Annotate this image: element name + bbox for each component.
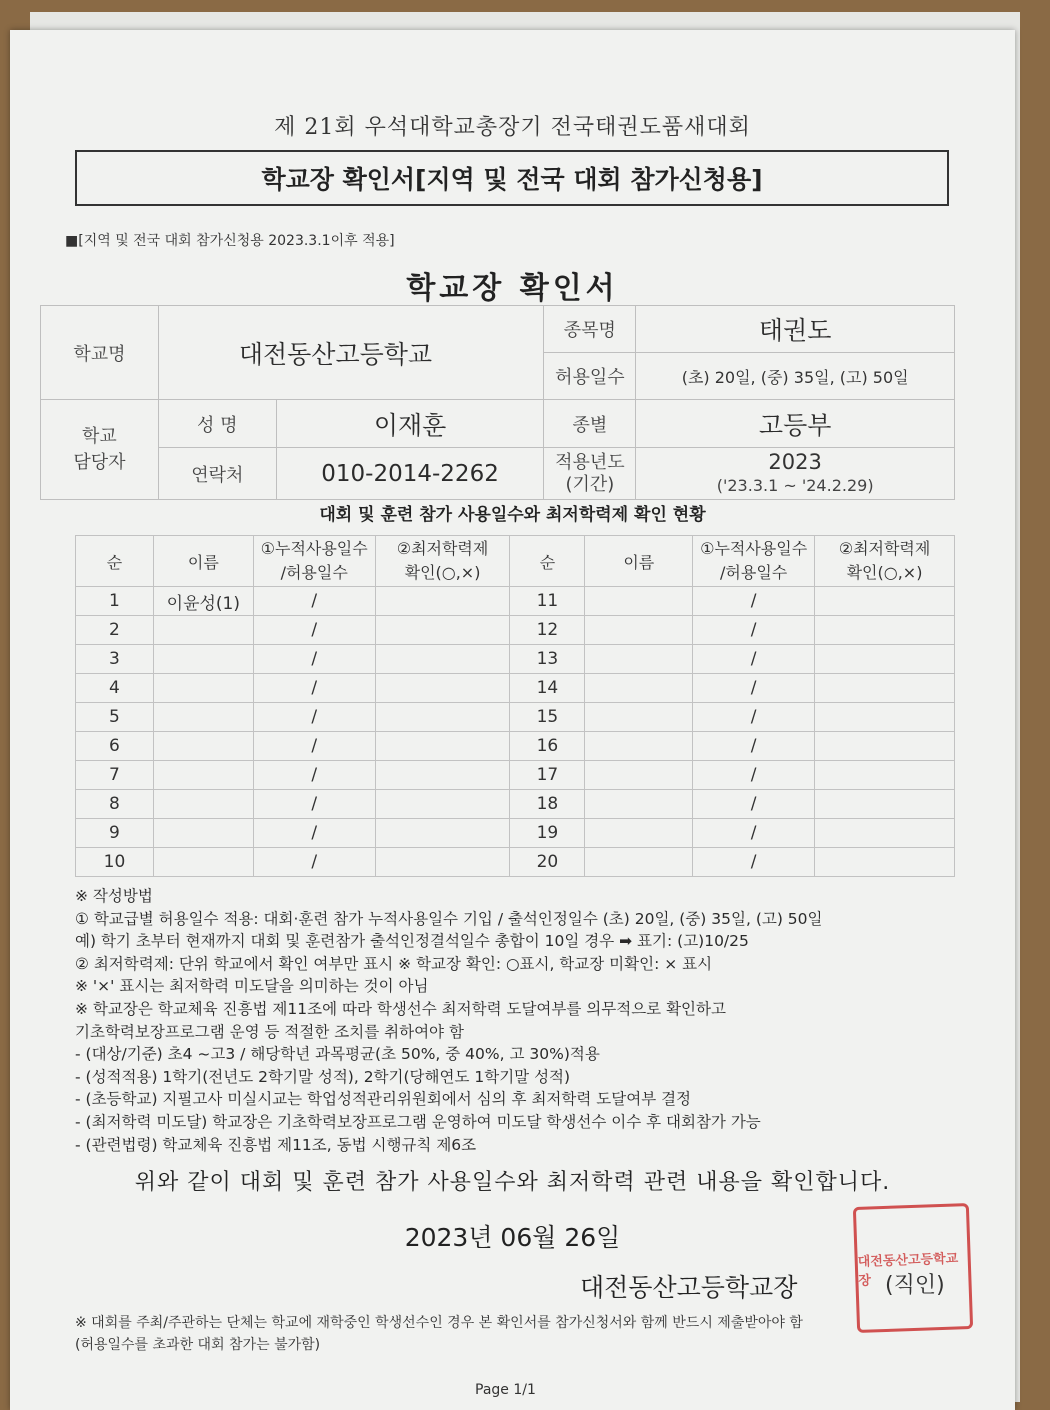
table-row xyxy=(76,790,955,819)
form-title-box xyxy=(75,150,949,206)
row-confirm-left xyxy=(375,819,510,848)
row-confirm-right xyxy=(815,616,955,645)
row-confirm-left xyxy=(375,703,510,732)
row-name-right xyxy=(585,732,693,761)
table-row xyxy=(76,848,955,877)
row-confirm-right xyxy=(815,848,955,877)
row-days-right: / xyxy=(693,587,815,616)
table-row xyxy=(76,703,955,732)
method-line: ② 최저학력제: 단위 학교에서 확인 여부만 표시 ※ 학교장 확인: ○표시, 학교장 미확인: × 표시 xyxy=(75,954,713,973)
row-no-left: 5 xyxy=(76,703,154,732)
document-page xyxy=(10,30,1015,1410)
row-days-left: / xyxy=(253,645,375,674)
row-no-right: 13 xyxy=(510,645,585,674)
main-title: 학교장 확인서 xyxy=(406,271,619,306)
manager-label: 학교 담당자 xyxy=(41,400,159,500)
year-label-period: (기간) xyxy=(565,473,615,495)
year-value: 2023 xyxy=(768,449,822,474)
allow-label: 허용일수 xyxy=(544,353,636,400)
row-name-right xyxy=(585,819,693,848)
row-no-left: 4 xyxy=(76,674,154,703)
division-value: 고등부 xyxy=(636,400,955,448)
row-days-right: / xyxy=(693,616,815,645)
header-no-left: 순 xyxy=(76,536,154,587)
row-no-left: 6 xyxy=(76,732,154,761)
method-line: - (대상/기준) 초4 ~고3 / 해당학년 과목평균(초 50%, 중 40%, 고 30%)적용 xyxy=(75,1045,600,1064)
row-name-left: 이윤성(1) xyxy=(153,587,253,616)
row-name-right xyxy=(585,674,693,703)
method-line: - (초등학교) 지필고사 미실시교는 학업성적관리위원회에서 심의 후 최저학력 도달여부 결정 xyxy=(75,1090,692,1109)
contact-value: 010-2014-2262 xyxy=(276,448,544,500)
division-label: 종별 xyxy=(544,400,636,448)
row-no-left: 10 xyxy=(76,848,154,877)
row-no-right: 17 xyxy=(510,761,585,790)
row-days-left: / xyxy=(253,587,375,616)
row-no-left: 9 xyxy=(76,819,154,848)
event-label: 종목명 xyxy=(544,306,636,353)
row-name-right xyxy=(585,587,693,616)
row-confirm-left xyxy=(375,848,510,877)
competition-title: 제 21회 우석대학교총장기 전국태권도품새대회 xyxy=(274,115,751,140)
table-row xyxy=(76,732,955,761)
row-no-right: 16 xyxy=(510,732,585,761)
row-days-left: / xyxy=(253,732,375,761)
row-days-right: / xyxy=(693,703,815,732)
row-no-right: 18 xyxy=(510,790,585,819)
row-days-left: / xyxy=(253,819,375,848)
row-confirm-left xyxy=(375,790,510,819)
table-row xyxy=(76,761,955,790)
row-name-left xyxy=(153,848,253,877)
row-days-left: / xyxy=(253,790,375,819)
row-days-left: / xyxy=(253,848,375,877)
table-row xyxy=(76,819,955,848)
method-line: 기초학력보장프로그램 운영 등 적절한 조치를 취하여야 함 xyxy=(75,1022,464,1041)
row-confirm-right xyxy=(815,587,955,616)
row-name-left xyxy=(153,761,253,790)
method-line: - (성적적용) 1학기(전년도 2학기말 성적), 2학기(당해연도 1학기말 성적) xyxy=(75,1067,571,1086)
row-days-right: / xyxy=(693,848,815,877)
header-confirm-left: ②최저학력제 확인(○,×) xyxy=(375,536,510,587)
year-value-cell xyxy=(636,448,955,500)
row-days-right: / xyxy=(693,674,815,703)
method-line: ※ 작성방법 xyxy=(75,887,153,905)
participant-rows xyxy=(76,587,955,877)
row-no-left: 1 xyxy=(76,587,154,616)
row-no-right: 19 xyxy=(510,819,585,848)
page-number: Page 1/1 xyxy=(475,1382,536,1398)
row-no-left: 7 xyxy=(76,761,154,790)
row-confirm-right xyxy=(815,732,955,761)
header-days-right: ①누적사용일수 /허용일수 xyxy=(693,536,815,587)
row-name-left xyxy=(153,645,253,674)
form-note: ■[지역 및 전국 대회 참가신청용 2023.3.1이후 적용] xyxy=(65,233,395,249)
row-days-left: / xyxy=(253,674,375,703)
row-confirm-left xyxy=(375,645,510,674)
method-line: - (최저학력 미도달) 학교장은 기초학력보장프로그램 운영하여 미도달 학생선수 이수 후 대회참가 가능 xyxy=(75,1112,761,1131)
issue-date: 2023년 06월 26일 xyxy=(404,1223,621,1252)
row-name-left xyxy=(153,703,253,732)
row-confirm-right xyxy=(815,761,955,790)
participant-table xyxy=(75,535,955,877)
row-confirm-left xyxy=(375,732,510,761)
row-no-left: 3 xyxy=(76,645,154,674)
row-confirm-left xyxy=(375,761,510,790)
writing-method xyxy=(75,885,975,1156)
header-name-left: 이름 xyxy=(153,536,253,587)
row-no-right: 20 xyxy=(510,848,585,877)
section-title: 대회 및 훈련 참가 사용일수와 최저학력제 확인 현황 xyxy=(319,505,706,525)
row-days-left: / xyxy=(253,616,375,645)
confirmation-statement: 위와 같이 대회 및 훈련 참가 사용일수와 최저학력 관련 내용을 확인합니다. xyxy=(134,1170,891,1195)
header-name-right: 이름 xyxy=(585,536,693,587)
row-no-right: 12 xyxy=(510,616,585,645)
header-days-left: ①누적사용일수 /허용일수 xyxy=(253,536,375,587)
contact-label: 연락처 xyxy=(158,448,276,500)
year-period: ('23.3.1 ~ '24.2.29) xyxy=(716,475,874,495)
row-confirm-left xyxy=(375,674,510,703)
row-confirm-right xyxy=(815,703,955,732)
header-no-right: 순 xyxy=(510,536,585,587)
row-days-right: / xyxy=(693,645,815,674)
school-value: 대전동산고등학교 xyxy=(158,306,544,400)
form-title: 학교장 확인서[지역 및 전국 대회 참가신청용] xyxy=(261,165,763,194)
row-no-right: 11 xyxy=(510,587,585,616)
row-days-right: / xyxy=(693,761,815,790)
row-confirm-right xyxy=(815,790,955,819)
name-value: 이재훈 xyxy=(276,400,544,448)
row-no-right: 15 xyxy=(510,703,585,732)
row-confirm-left xyxy=(375,587,510,616)
table-row xyxy=(76,587,955,616)
row-confirm-right xyxy=(815,645,955,674)
seal-text: 대전동산고등학교장 xyxy=(857,1251,959,1289)
row-name-left xyxy=(153,616,253,645)
table-row xyxy=(76,674,955,703)
table-row xyxy=(76,616,955,645)
row-name-right xyxy=(585,790,693,819)
row-confirm-left xyxy=(375,616,510,645)
method-line: ① 학교급별 허용일수 적용: 대회·훈련 참가 누적사용일수 기입 / 출석인정일수 (초) 20일, (중) 35일, (고) 50일 xyxy=(75,909,823,928)
principal-name: 대전동산고등학교장 xyxy=(580,1273,798,1302)
row-name-left xyxy=(153,819,253,848)
footnote xyxy=(75,1312,975,1356)
row-name-left xyxy=(153,674,253,703)
row-days-right: / xyxy=(693,819,815,848)
method-line: - (관련법령) 학교체육 진흥법 제11조, 동법 시행규칙 제6조 xyxy=(75,1135,477,1154)
info-table xyxy=(40,305,955,500)
footnote-line: ※ 대회를 주최/주관하는 단체는 학교에 재학중인 학생선수인 경우 본 확인서를 참가신청서와 함께 반드시 제출받아야 함 xyxy=(75,1315,803,1331)
school-label: 학교명 xyxy=(41,306,159,400)
row-days-left: / xyxy=(253,761,375,790)
row-no-right: 14 xyxy=(510,674,585,703)
row-days-right: / xyxy=(693,732,815,761)
row-name-right xyxy=(585,848,693,877)
allow-value: (초) 20일, (중) 35일, (고) 50일 xyxy=(636,353,955,400)
method-line: 예) 학기 초부터 현재까지 대회 및 훈련참가 출석인정결석일수 총합이 10일 경우 ➡ 표기: (고)10/25 xyxy=(75,932,749,951)
row-name-right xyxy=(585,761,693,790)
row-name-left xyxy=(153,790,253,819)
header-confirm-right: ②최저학력제 확인(○,×) xyxy=(815,536,955,587)
row-name-left xyxy=(153,732,253,761)
row-confirm-right xyxy=(815,674,955,703)
year-label: 적용년도 xyxy=(555,451,625,473)
row-days-right: / xyxy=(693,790,815,819)
row-days-left: / xyxy=(253,703,375,732)
row-no-left: 8 xyxy=(76,790,154,819)
row-name-right xyxy=(585,616,693,645)
row-name-right xyxy=(585,703,693,732)
seal-label: (직인) xyxy=(885,1273,945,1298)
row-no-left: 2 xyxy=(76,616,154,645)
year-label-cell xyxy=(544,448,636,500)
footnote-line: (허용일수를 초과한 대회 참가는 불가함) xyxy=(75,1337,321,1353)
method-line: ※ 학교장은 학교체육 진흥법 제11조에 따라 학생선수 최저학력 도달여부를 의무적으로 확인하고 xyxy=(75,999,726,1018)
name-label: 성 명 xyxy=(158,400,276,448)
table-row xyxy=(76,645,955,674)
row-confirm-right xyxy=(815,819,955,848)
row-name-right xyxy=(585,645,693,674)
event-value: 태권도 xyxy=(636,306,955,353)
method-line: ※ '×' 표시는 최저학력 미도달을 의미하는 것이 아님 xyxy=(75,977,429,996)
